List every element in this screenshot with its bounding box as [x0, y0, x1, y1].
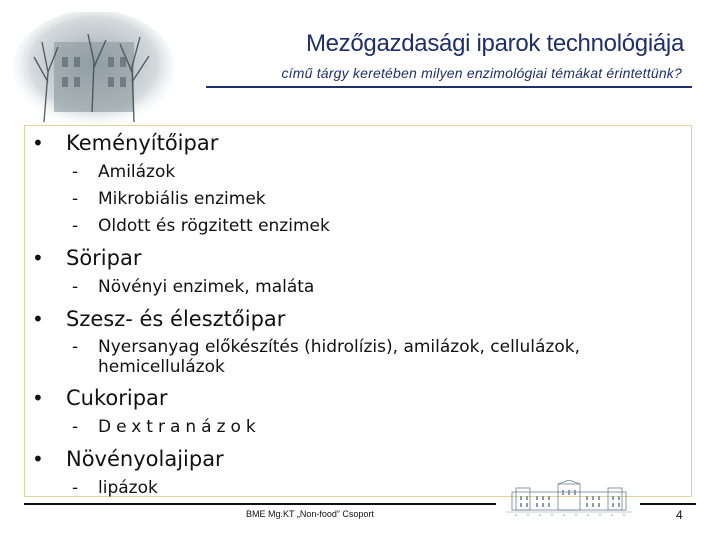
footer-divider [24, 503, 496, 505]
sub-item [32, 337, 672, 377]
dash-icon: - [72, 162, 79, 182]
sub-item [32, 161, 672, 183]
dash-icon: - [72, 337, 79, 357]
bullet-dot-icon: • [32, 131, 44, 155]
title-divider [206, 86, 692, 88]
building-photo-image [14, 12, 174, 130]
sub-item-label: Növényi enzimek, maláta [98, 277, 315, 297]
sub-item-label: Nyersanyag előkészítés (hidrolízis), amilázok, cellulázok, [98, 337, 581, 357]
slide-title: Mezőgazdasági iparok technológiája [305, 30, 684, 57]
bullet-item [32, 306, 672, 332]
dash-icon: - [72, 189, 79, 209]
sub-item [32, 276, 672, 298]
bullet-item [32, 385, 672, 411]
dash-icon: - [72, 277, 79, 297]
sub-item [32, 188, 672, 210]
sub-item-label: Amilázok [98, 162, 176, 182]
dash-icon: - [72, 216, 79, 236]
bullet-label: Növényolajipar [66, 447, 224, 471]
sub-item-label: Mikrobiális enzimek [98, 189, 266, 209]
bullet-label: Söripar [66, 246, 142, 270]
bullet-list [32, 130, 672, 507]
footer-group-label: BME Mg.KT „Non-food” Csoport [246, 509, 374, 519]
bullet-dot-icon: • [32, 386, 44, 410]
slide-subtitle: című tárgy keretében milyen enzimológiai témákat érintettünk? [281, 65, 682, 81]
sub-item-label: Dextranázok [98, 417, 261, 437]
footer-divider-right [640, 503, 696, 505]
sub-item-label: lipázok [98, 478, 158, 498]
sub-item [32, 416, 672, 438]
sub-item-label: Oldott és rögzitett enzimek [98, 216, 330, 236]
sub-item-label-continued: hemicellulázok [98, 357, 225, 377]
university-building-logo [506, 480, 632, 518]
bullet-label: Szesz- és élesztőipar [66, 307, 286, 331]
bullet-item [32, 130, 672, 156]
page-number: 4 [676, 508, 683, 522]
bullet-dot-icon: • [32, 246, 44, 270]
bullet-dot-icon: • [32, 307, 44, 331]
dash-icon: - [72, 417, 79, 437]
bullet-item [32, 446, 672, 472]
bullet-label: Keményítőipar [66, 131, 219, 155]
sub-item [32, 215, 672, 237]
bullet-dot-icon: • [32, 447, 44, 471]
bullet-label: Cukoripar [66, 386, 168, 410]
bullet-item [32, 245, 672, 271]
dash-icon: - [72, 478, 79, 498]
